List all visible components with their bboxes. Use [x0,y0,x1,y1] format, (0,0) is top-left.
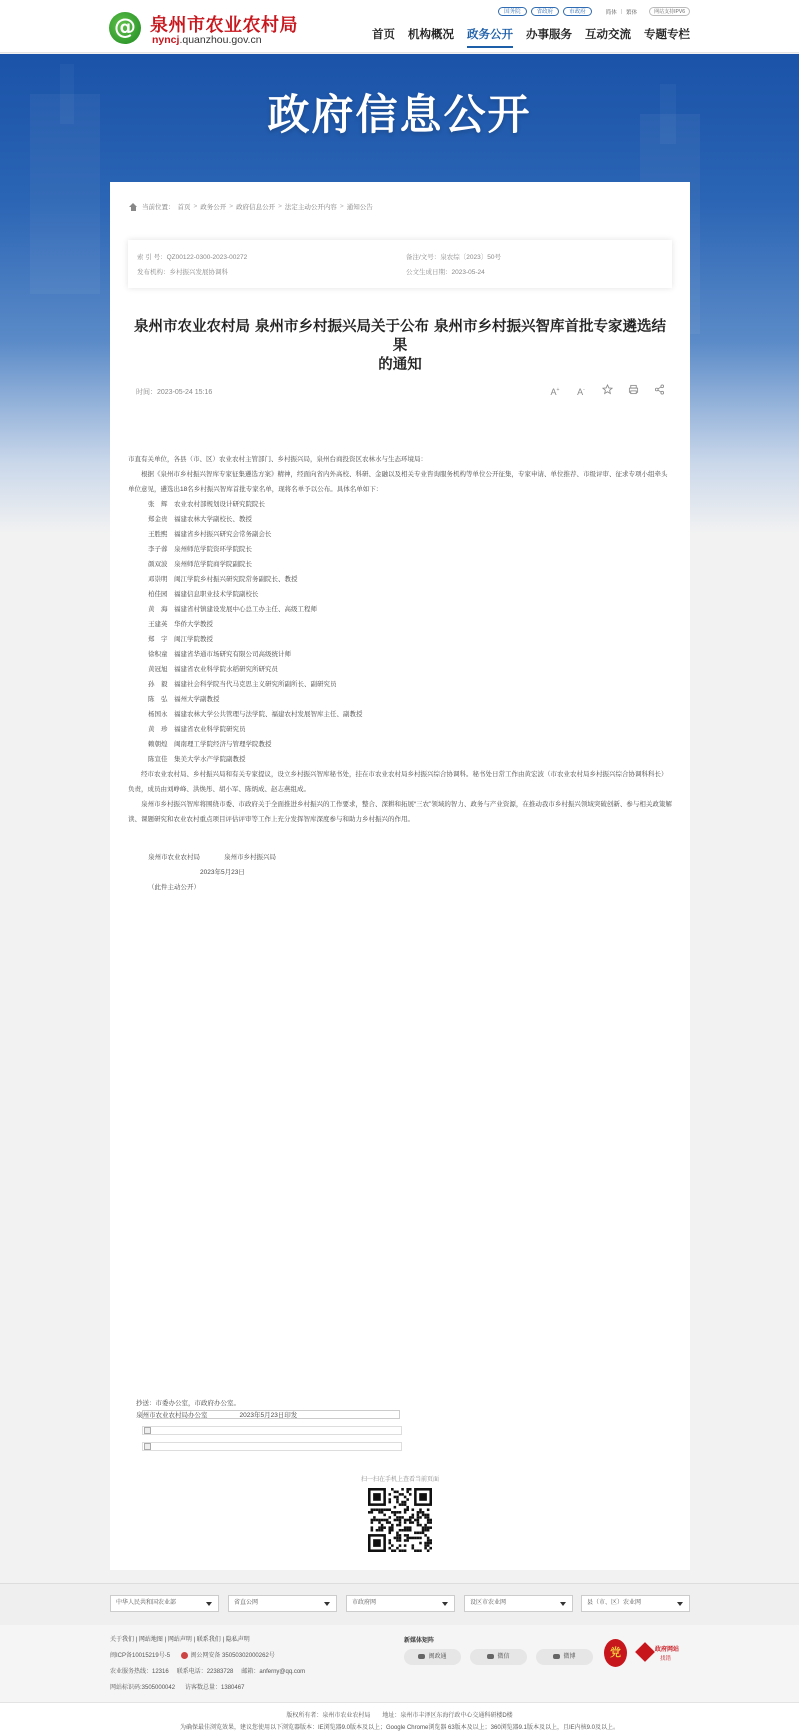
copy-to: 抄送：市委办公室，市政府办公室。 [136,1400,240,1407]
issued-by: 泉州市农业农村局办公室 [136,1412,208,1419]
domain-rest: .quanzhou.gov.cn [179,34,262,46]
site-name: 泉州市农业农村局 [150,15,298,36]
top-links [498,6,690,17]
footer-stats-line [110,1682,244,1691]
expert-item: 黄 海 福建省村镇建设发展中心总工办主任、高级工程师 [148,606,317,613]
breadcrumb-separator: > [339,203,344,210]
breadcrumb-item[interactable]: 政务公开 [200,204,227,211]
select-district[interactable]: 设区市农业网 [464,1595,573,1612]
breadcrumb-item[interactable]: 通知公告 [346,204,373,211]
party-emblem-icon[interactable]: 党 [604,1639,627,1667]
main-nav [372,26,690,48]
expert-item: 陈 弘 福州大学副教授 [148,696,220,703]
expert-item: 颜双波 泉州师范学院商学院副院长 [148,561,252,568]
expert-item: 郑 宇 闽江学院教授 [148,636,213,643]
article-title-line: 泉州市农业农村局 泉州市乡村振兴局关于公布 泉州市乡村振兴智库首批专家遴选结果 [133,319,667,354]
qr-caption: 扫一扫在手机上查看当前页面 [360,1477,439,1483]
divider-line [142,1426,402,1435]
police-link[interactable]: 闽公网安备 35050302000262号 [190,1653,275,1659]
paragraph: 泉州市乡村振兴智库将围绕市委、市政府关于全面推进乡村振兴的工作要求，整合、深耕和拓展“三农”领域的智力、政务与产业资源，在推动我市乡村振兴领域突破创新、参与相关政策解读、课题研究和农业农村重点项目评估评审等工作上充分发挥智库深度参与和助力乡村振兴的作用。 [128,801,672,823]
share-icon[interactable] [652,384,666,396]
divider: | [620,8,623,15]
print-icon[interactable] [626,384,640,396]
font-increase-icon[interactable]: A+ [550,387,560,397]
meta-doc-no: 备注/文号：泉农综〔2023〕50号 [406,254,501,261]
logo-emblem-icon: @ [109,12,141,44]
expert-item: 徐积童 福建省华通市场研究有限公司高级统计师 [148,651,291,658]
lang-simplified[interactable]: 简体 [605,9,617,16]
breadcrumb-item[interactable]: 首页 [177,204,191,211]
issued-date: 2023年5月23日印发 [239,1412,298,1419]
site-domain [152,34,262,46]
broken-image-icon [144,1427,151,1434]
footer-link[interactable]: 网站声明 [167,1637,192,1643]
nav-topics[interactable]: 专题专栏 [644,29,690,41]
matrix-label: 微信 [497,1654,510,1660]
expert-item: 王建英 华侨大学教授 [148,621,213,628]
document-meta [128,240,672,288]
publish-time: 时间：2023-05-24 15:16 [136,389,213,396]
select-county[interactable]: 县（市、区）农业网 [581,1595,690,1612]
sign-note: （此件主动公开） [148,884,200,891]
nav-about[interactable]: 机构概况 [408,29,454,41]
expert-item: 柏佳园 福建信息职业技术学院副校长 [148,591,259,598]
salutation: 市直有关单位，各县（市、区）农业农村主管部门、乡村振兴局，泉州台商投资区农林水与生态环境局： [128,456,427,463]
gov-logo-subtext: 找错 [660,1656,672,1662]
icp-link[interactable]: 闽ICP备10015219号-5 [110,1653,171,1659]
sign-org: 泉州市乡村振兴局 [224,854,276,861]
link-state-council[interactable]: 国务院 [498,7,527,16]
footer-icp-line [110,1650,275,1659]
copyright-line: 版权所有者：泉州市农业农村局 地址：泉州市丰泽区东海行政中心交通科研楼D楼 [286,1713,513,1719]
signature-orgs [148,850,276,865]
wechat-icon [487,1654,494,1659]
expert-item: 陈宣佳 集美大学水产学院副教授 [148,756,246,763]
select-national[interactable]: 中华人民共和国农业部 [110,1595,219,1612]
article-title-line: 的通知 [378,357,422,373]
meta-gen-date: 公文生成日期：2023-05-24 [406,269,485,276]
breadcrumb-item[interactable]: 政府信息公开 [236,204,276,211]
media-matrix-title: 新媒体矩阵 [404,1638,435,1644]
sign-date: 2023年5月23日 [200,869,245,876]
expert-item: 李子蓉 泉州师范学院资环学院院长 [148,546,252,553]
signature-block [148,850,276,895]
banner-title: 政府信息公开 [267,90,532,139]
paragraph: 经市农业农村局、乡村振兴局和有关专家提议，设立乡村振兴智库秘书处，挂在市农业农村局乡村振兴综合协调科。秘书处日常工作由黄宏波（市农业农村局乡村振兴综合协调科科长）负责，成员由刘峥峰、洪焕彤、胡小军、陈炳成、赵志燕组成。 [128,771,668,793]
paragraph: 根据《泉州市乡村振兴智库专家征集遴选方案》精神，经面向省内外高校、科研、金融以及相关专业咨询服务机构等单位公开征集，专家申请、单位推荐、市级评审、征求专项小组牵头单位意见，遴选出18名乡村振兴智库首批专家名单，现将名单予以公布。具体名单如下： [128,471,668,493]
breadcrumb [129,202,373,211]
article-body [128,452,672,827]
weibo-button[interactable] [536,1649,593,1665]
expert-item: 黄 珍 福建省农业科学院研究员 [148,726,246,733]
service-hotline: 农业服务热线：12316 [110,1669,169,1675]
site-logo[interactable] [109,10,304,46]
site-header [0,0,799,53]
visit-count: 访客数总量：1380467 [185,1685,245,1691]
nav-interaction[interactable]: 互动交流 [585,29,631,41]
expert-item: 郑金贵 福建农林大学副校长、教授 [148,516,252,523]
main-content [110,182,690,1570]
expert-item: 邓崇明 闽江学院乡村振兴研究院常务副院长、教授 [148,576,298,583]
footer-contact-line [110,1666,305,1675]
expert-list [128,497,672,767]
favorite-star-icon[interactable] [600,384,614,396]
select-provincial[interactable]: 省直公网 [228,1595,337,1612]
gov-website-report-logo[interactable] [638,1643,685,1663]
link-province-gov[interactable]: 省政府 [531,7,560,16]
article-tools [548,384,666,396]
police-badge-icon [181,1652,188,1659]
matrix-label: 微博 [563,1654,576,1660]
expert-item: 孙 毅 福建社会科学院当代马克思主义研究所副所长、副研究员 [148,681,337,688]
nav-services[interactable]: 办事服务 [526,29,572,41]
nav-gov-affairs[interactable]: 政务公开 [467,26,513,48]
gov-logo-text: 政府网站 [655,1647,680,1653]
meta-index-no: 索 引 号：QZ00122-0300-2023-00272 [137,254,248,261]
footer-link[interactable]: 联系我们 [196,1637,221,1643]
breadcrumb-prefix: 当前位置： [142,204,175,211]
expert-item: 张 辉 农业农村部规划设计研究院院长 [148,501,265,508]
footer-link[interactable]: 网站地图 [138,1637,163,1643]
font-decrease-icon[interactable]: A- [577,387,585,397]
browser-tip-line: 为确保最佳浏览效果，建议您使用以下浏览器版本：IE浏览器9.0版本及以上；Google Chrome浏览器 63版本及以上；360浏览器9.1版本及以上，且IE内核9.0及以上。 [179,1725,620,1731]
broken-image-icon [144,1443,151,1450]
domain-prefix: nyncj [152,34,180,46]
expert-item: 赖朝煌 闽南理工学院经济与管理学院教授 [148,741,272,748]
meta-publisher: 发布机构：乡村振兴发展协调科 [137,269,228,276]
ipv6-badge: 网站支持IPV6 [649,7,690,16]
home-icon [129,203,137,211]
matrix-label: 闽政通 [428,1654,447,1660]
weibo-icon [553,1654,560,1659]
contact-phone: 联系电话：22383728 [176,1669,234,1675]
divider-line [142,1410,400,1419]
footer-link[interactable]: 隐私声明 [225,1637,250,1643]
contact-email: 邮箱：anferny@qq.com [241,1669,306,1675]
sign-org: 泉州市农业农村局 [148,854,200,861]
breadcrumb-separator: > [193,203,198,210]
footer-link[interactable]: 关于我们 [110,1637,135,1643]
expert-item: 黄冠旭 福建省农业科学院水稻研究所研究员 [148,666,278,673]
site-footer [0,1625,799,1702]
expert-item: 王胜熙 福建省乡村振兴研究会常务副会长 [148,531,272,538]
qr-code-icon [368,1488,432,1552]
site-code: 网站标识码:3505000042 [110,1685,176,1691]
nav-home[interactable]: 首页 [372,29,395,41]
gov-logo-mark-icon [635,1642,655,1662]
select-city[interactable]: 市政府网 [346,1595,455,1612]
divider-line [142,1442,402,1451]
breadcrumb-item[interactable]: 法定主动公开内容 [284,204,337,211]
breadcrumb-separator: > [229,203,234,210]
minzhengtong-icon [418,1654,425,1659]
article-title [130,318,670,375]
breadcrumb-separator: > [278,203,282,210]
wechat-button[interactable] [470,1649,527,1665]
lang-traditional[interactable]: 繁体 [626,9,638,16]
minzhengtong-button[interactable] [404,1649,461,1665]
link-city-gov[interactable]: 市政府 [563,7,592,16]
footer-links: 关于我们 | 网站地图 | 网站声明 | 联系我们 | 隐私声明 [110,1637,250,1643]
copyright-bar [0,1702,799,1735]
expert-item: 杨国永 福建农林大学公共管理与法学院、福建农村发展智库主任、副教授 [148,711,363,718]
